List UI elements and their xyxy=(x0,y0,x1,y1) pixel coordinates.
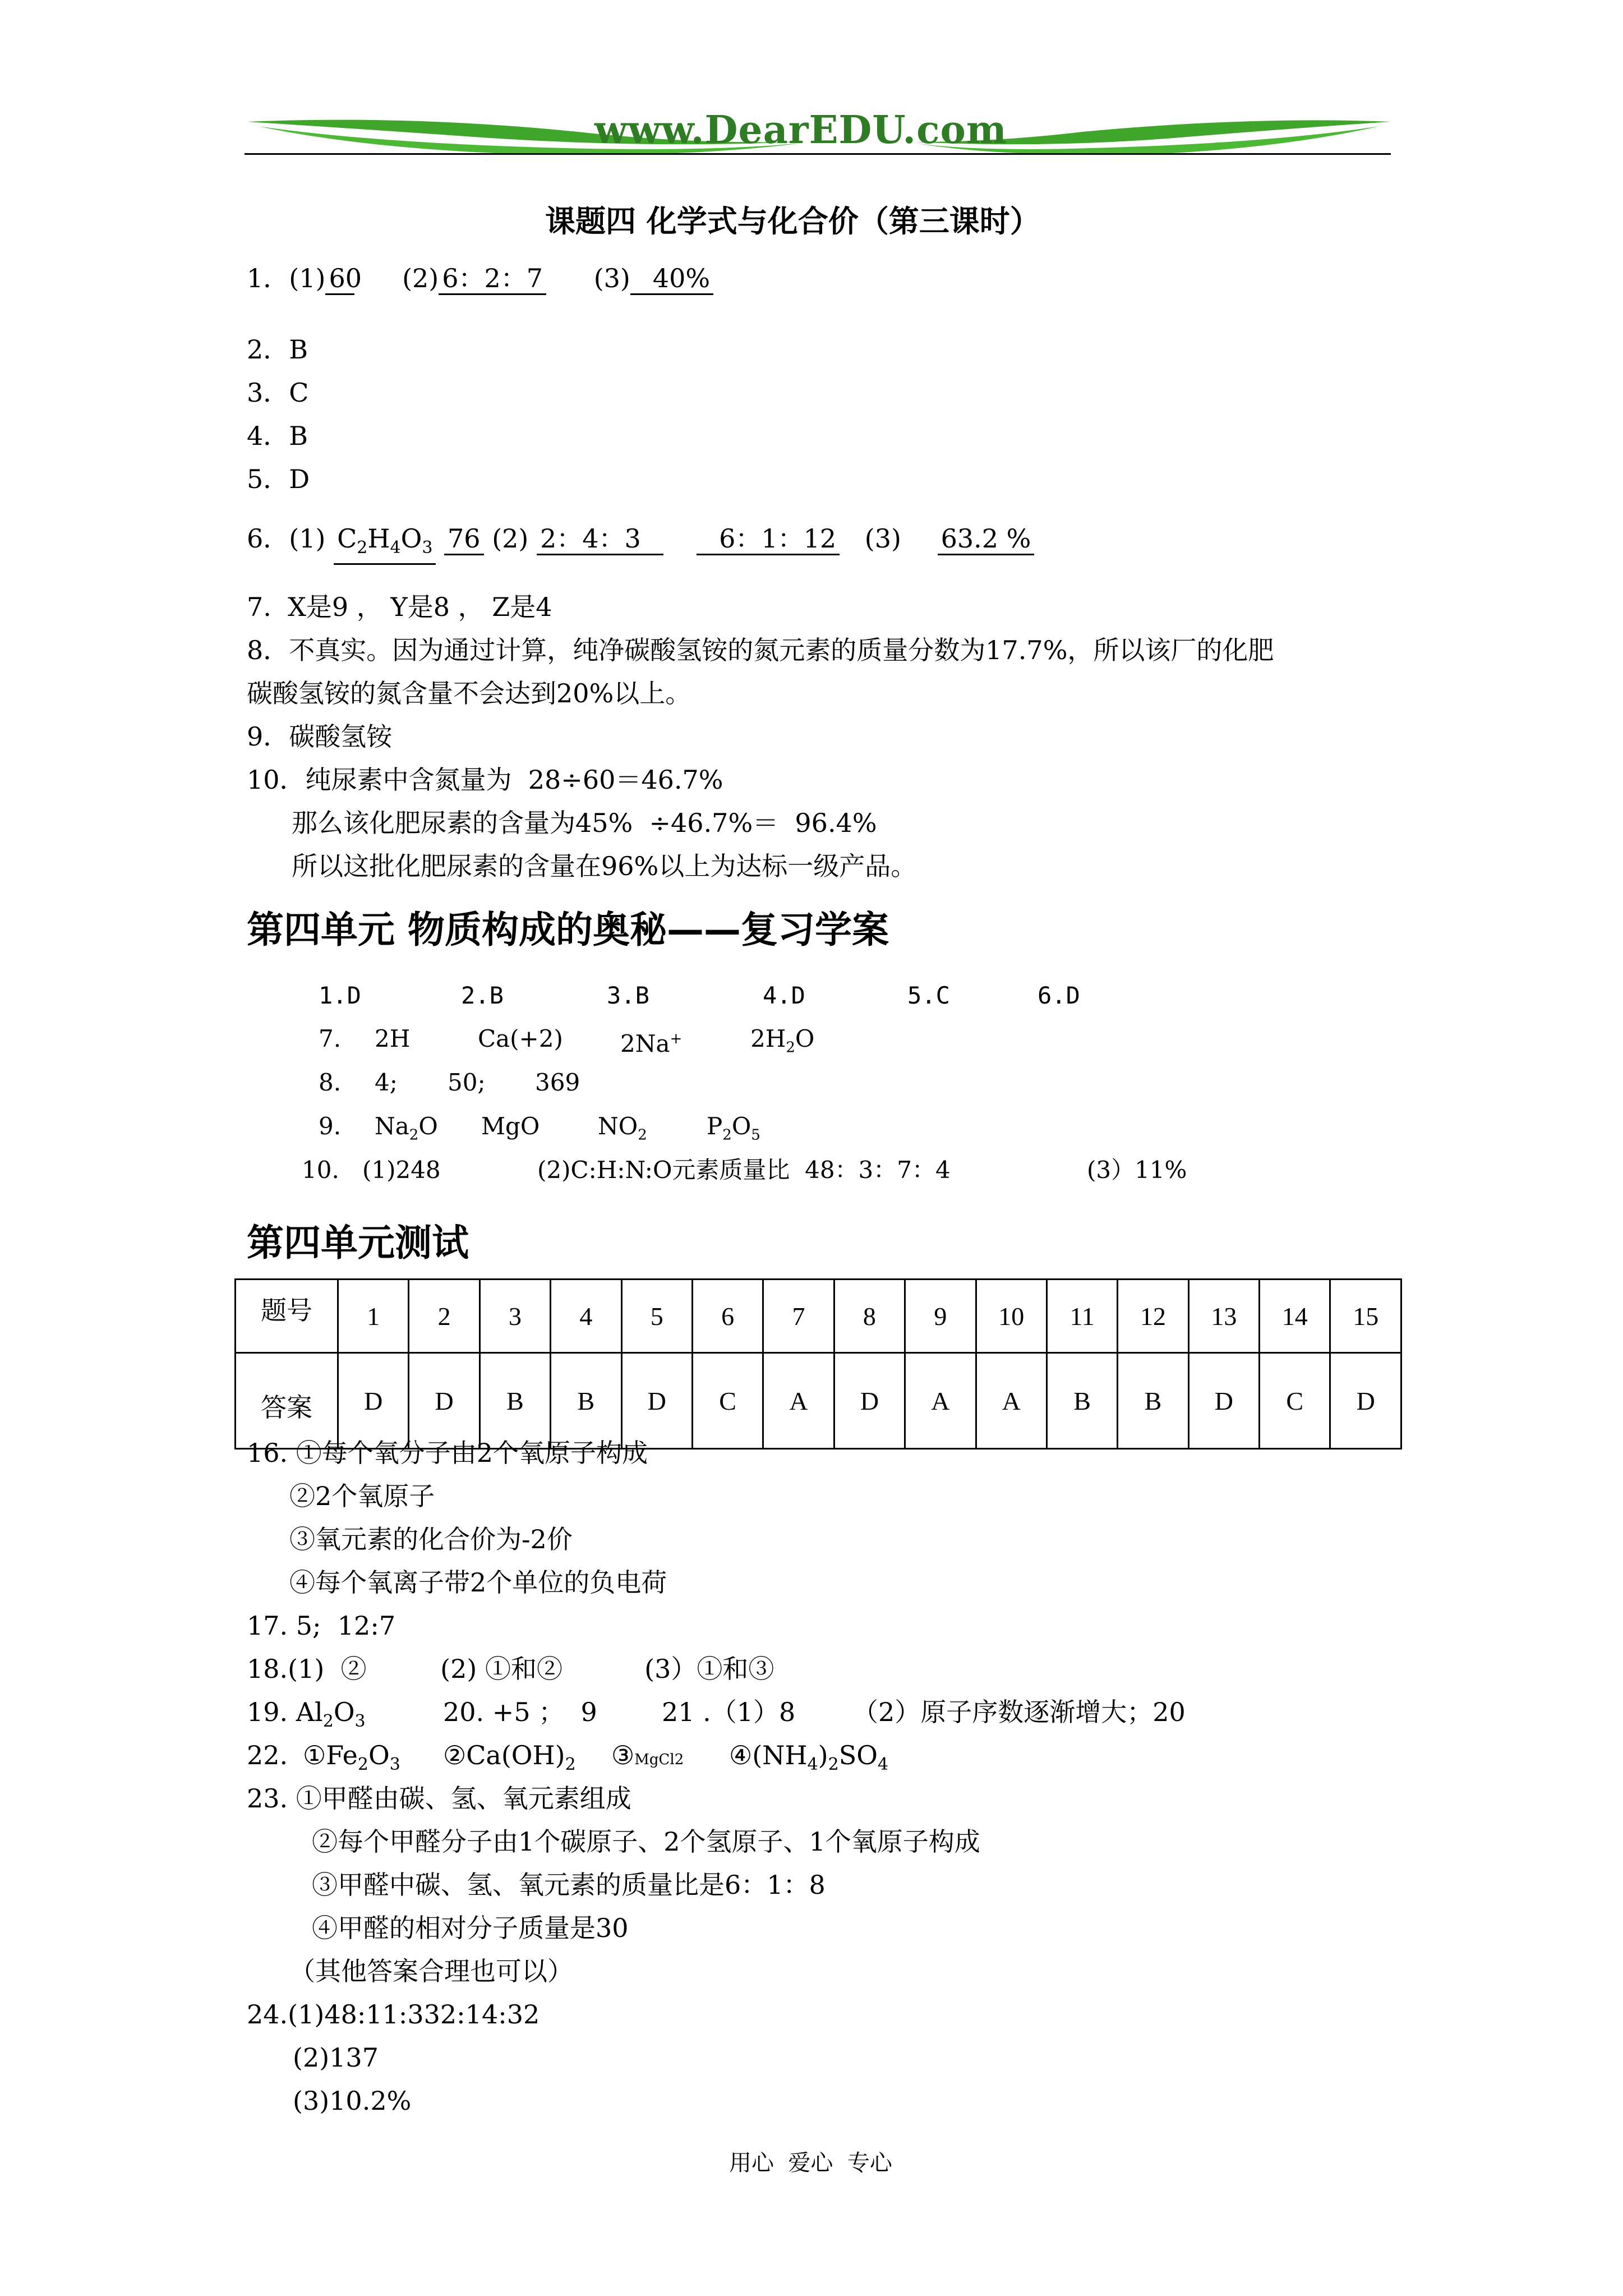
table-cell: 15 xyxy=(1330,1280,1401,1353)
answer-9: 9．碳酸氢铵 xyxy=(247,721,393,752)
table-cell: 5 xyxy=(621,1280,692,1353)
answer-7: 7. X是9 ， Y是8 ， Z是4 xyxy=(247,592,552,622)
answer-23-line1: 23. ①甲醛由碳、氢、氧元素组成 xyxy=(247,1783,631,1814)
site-logo: www.DearEDU.com xyxy=(594,108,1007,153)
table-cell: 9 xyxy=(905,1280,976,1353)
table-row xyxy=(236,1280,1401,1353)
answer-23-line2: ②每个甲醛分子由1个碳原子、2个氢原子、1个氧原子构成 xyxy=(312,1826,980,1857)
table-cell: 7 xyxy=(763,1280,834,1353)
table-cell: B xyxy=(479,1353,550,1449)
answer-19-21: 19. $Al_2O_3$ 20. +5 ； 9 21 .（1）8 （2）原子序数逐渐增大；20 xyxy=(247,1697,1186,1732)
answer-24-line3: (3)10.2% xyxy=(293,2086,412,2116)
answer-22: 22. $①Fe_2O_3$ $②Ca(OH)_2$ ③MgCl2 $④(NH_4)_2SO_4$ xyxy=(247,1740,889,1775)
header-rule xyxy=(245,153,1391,155)
table-cell: A xyxy=(976,1353,1046,1449)
answer-16-line4: ④每个氧离子带2个单位的负电荷 xyxy=(289,1567,667,1598)
table-cell: B xyxy=(551,1353,621,1449)
answer-16-line1: 16. ①每个氧分子由2个氧原子构成 xyxy=(247,1438,648,1468)
table-cell: 11 xyxy=(1046,1280,1117,1353)
answer-23-line4: ④甲醛的相对分子质量是30 xyxy=(312,1913,629,1943)
answer-18: 18.(1) ② (2) ①和② (3）①和③ xyxy=(247,1654,774,1684)
section1-title: 课题四 化学式与化合价（第三课时） xyxy=(545,203,1040,239)
answer-8-line2: 碳酸氢铵的氮含量不会达到20%以上。 xyxy=(247,678,691,708)
answer-8-line1: 8．不真实。因为通过计算，纯净碳酸氢铵的氮元素的质量分数为17.7%，所以该厂的化肥 xyxy=(247,635,1274,665)
table-cell: D xyxy=(1188,1353,1259,1449)
table-cell: B xyxy=(1046,1353,1117,1449)
table-cell: 14 xyxy=(1260,1280,1330,1353)
answer-16-line2: ②2个氧原子 xyxy=(289,1481,435,1511)
table-cell: 13 xyxy=(1188,1280,1259,1353)
table-cell: 2 xyxy=(409,1280,479,1353)
table-cell: 6 xyxy=(692,1280,763,1353)
answer-2: 2．B xyxy=(247,334,308,365)
answer-23-line5: （其他答案合理也可以） xyxy=(289,1956,573,1986)
table-cell: C xyxy=(692,1353,763,1449)
answer-24-line2: (2)137 xyxy=(293,2042,379,2073)
table-cell: 10 xyxy=(976,1280,1046,1353)
table-cell: A xyxy=(763,1353,834,1449)
section3-title: 第四单元测试 xyxy=(247,1221,469,1264)
answer-6: 6．(1) $C_2H_4O_3$ 76 (2) 2：4：3 6：1：12 (3) 63.2 % xyxy=(247,522,1034,565)
table-cell: D xyxy=(409,1353,479,1449)
table-cell: B xyxy=(1118,1353,1188,1449)
answer-3: 3．C xyxy=(247,378,309,408)
answer-16-line3: ③氧元素的化合价为-2价 xyxy=(289,1524,573,1554)
page-footer: 用心 爱心 专心 xyxy=(729,2150,892,2176)
table-cell: 4 xyxy=(551,1280,621,1353)
answer-10-line2: 那么该化肥尿素的含量为45% ÷46.7%＝ 96.4% xyxy=(292,808,877,838)
table-cell: 1 xyxy=(338,1280,409,1353)
table-cell: 12 xyxy=(1118,1280,1188,1353)
answer-24-line1: 24.(1)48:11:332:14:32 xyxy=(247,1999,540,2030)
table-cell: D xyxy=(338,1353,409,1449)
table-cell: C xyxy=(1260,1353,1330,1449)
row-label-answer: 答案 xyxy=(236,1353,338,1449)
section2-title: 第四单元 物质构成的奥秘——复习学案 xyxy=(247,908,889,951)
table-cell: 8 xyxy=(834,1280,905,1353)
answer-10-line3: 所以这批化肥尿素的含量在96%以上为达标一级产品。 xyxy=(292,851,917,881)
table-cell: A xyxy=(905,1353,976,1449)
table-cell: 3 xyxy=(479,1280,550,1353)
answer-1: 1．(1) 60 (2) 6：2：7 (3) 40% xyxy=(247,261,713,295)
answer-10-line1: 10．纯尿素中含氮量为 28÷60＝46.7% xyxy=(247,765,723,795)
answer-17: 17. 5; 12:7 xyxy=(247,1611,396,1641)
table-cell: D xyxy=(1330,1353,1401,1449)
table-cell: D xyxy=(621,1353,692,1449)
answer-4: 4．B xyxy=(247,421,308,451)
answer-table xyxy=(234,1278,1402,1450)
answer-5: 5．D xyxy=(247,464,310,494)
table-cell: D xyxy=(834,1353,905,1449)
table-row xyxy=(236,1353,1401,1449)
answer-23-line3: ③甲醛中碳、氢、氧元素的质量比是6：1：8 xyxy=(312,1870,826,1900)
row-label-question: 题号 xyxy=(236,1280,338,1353)
